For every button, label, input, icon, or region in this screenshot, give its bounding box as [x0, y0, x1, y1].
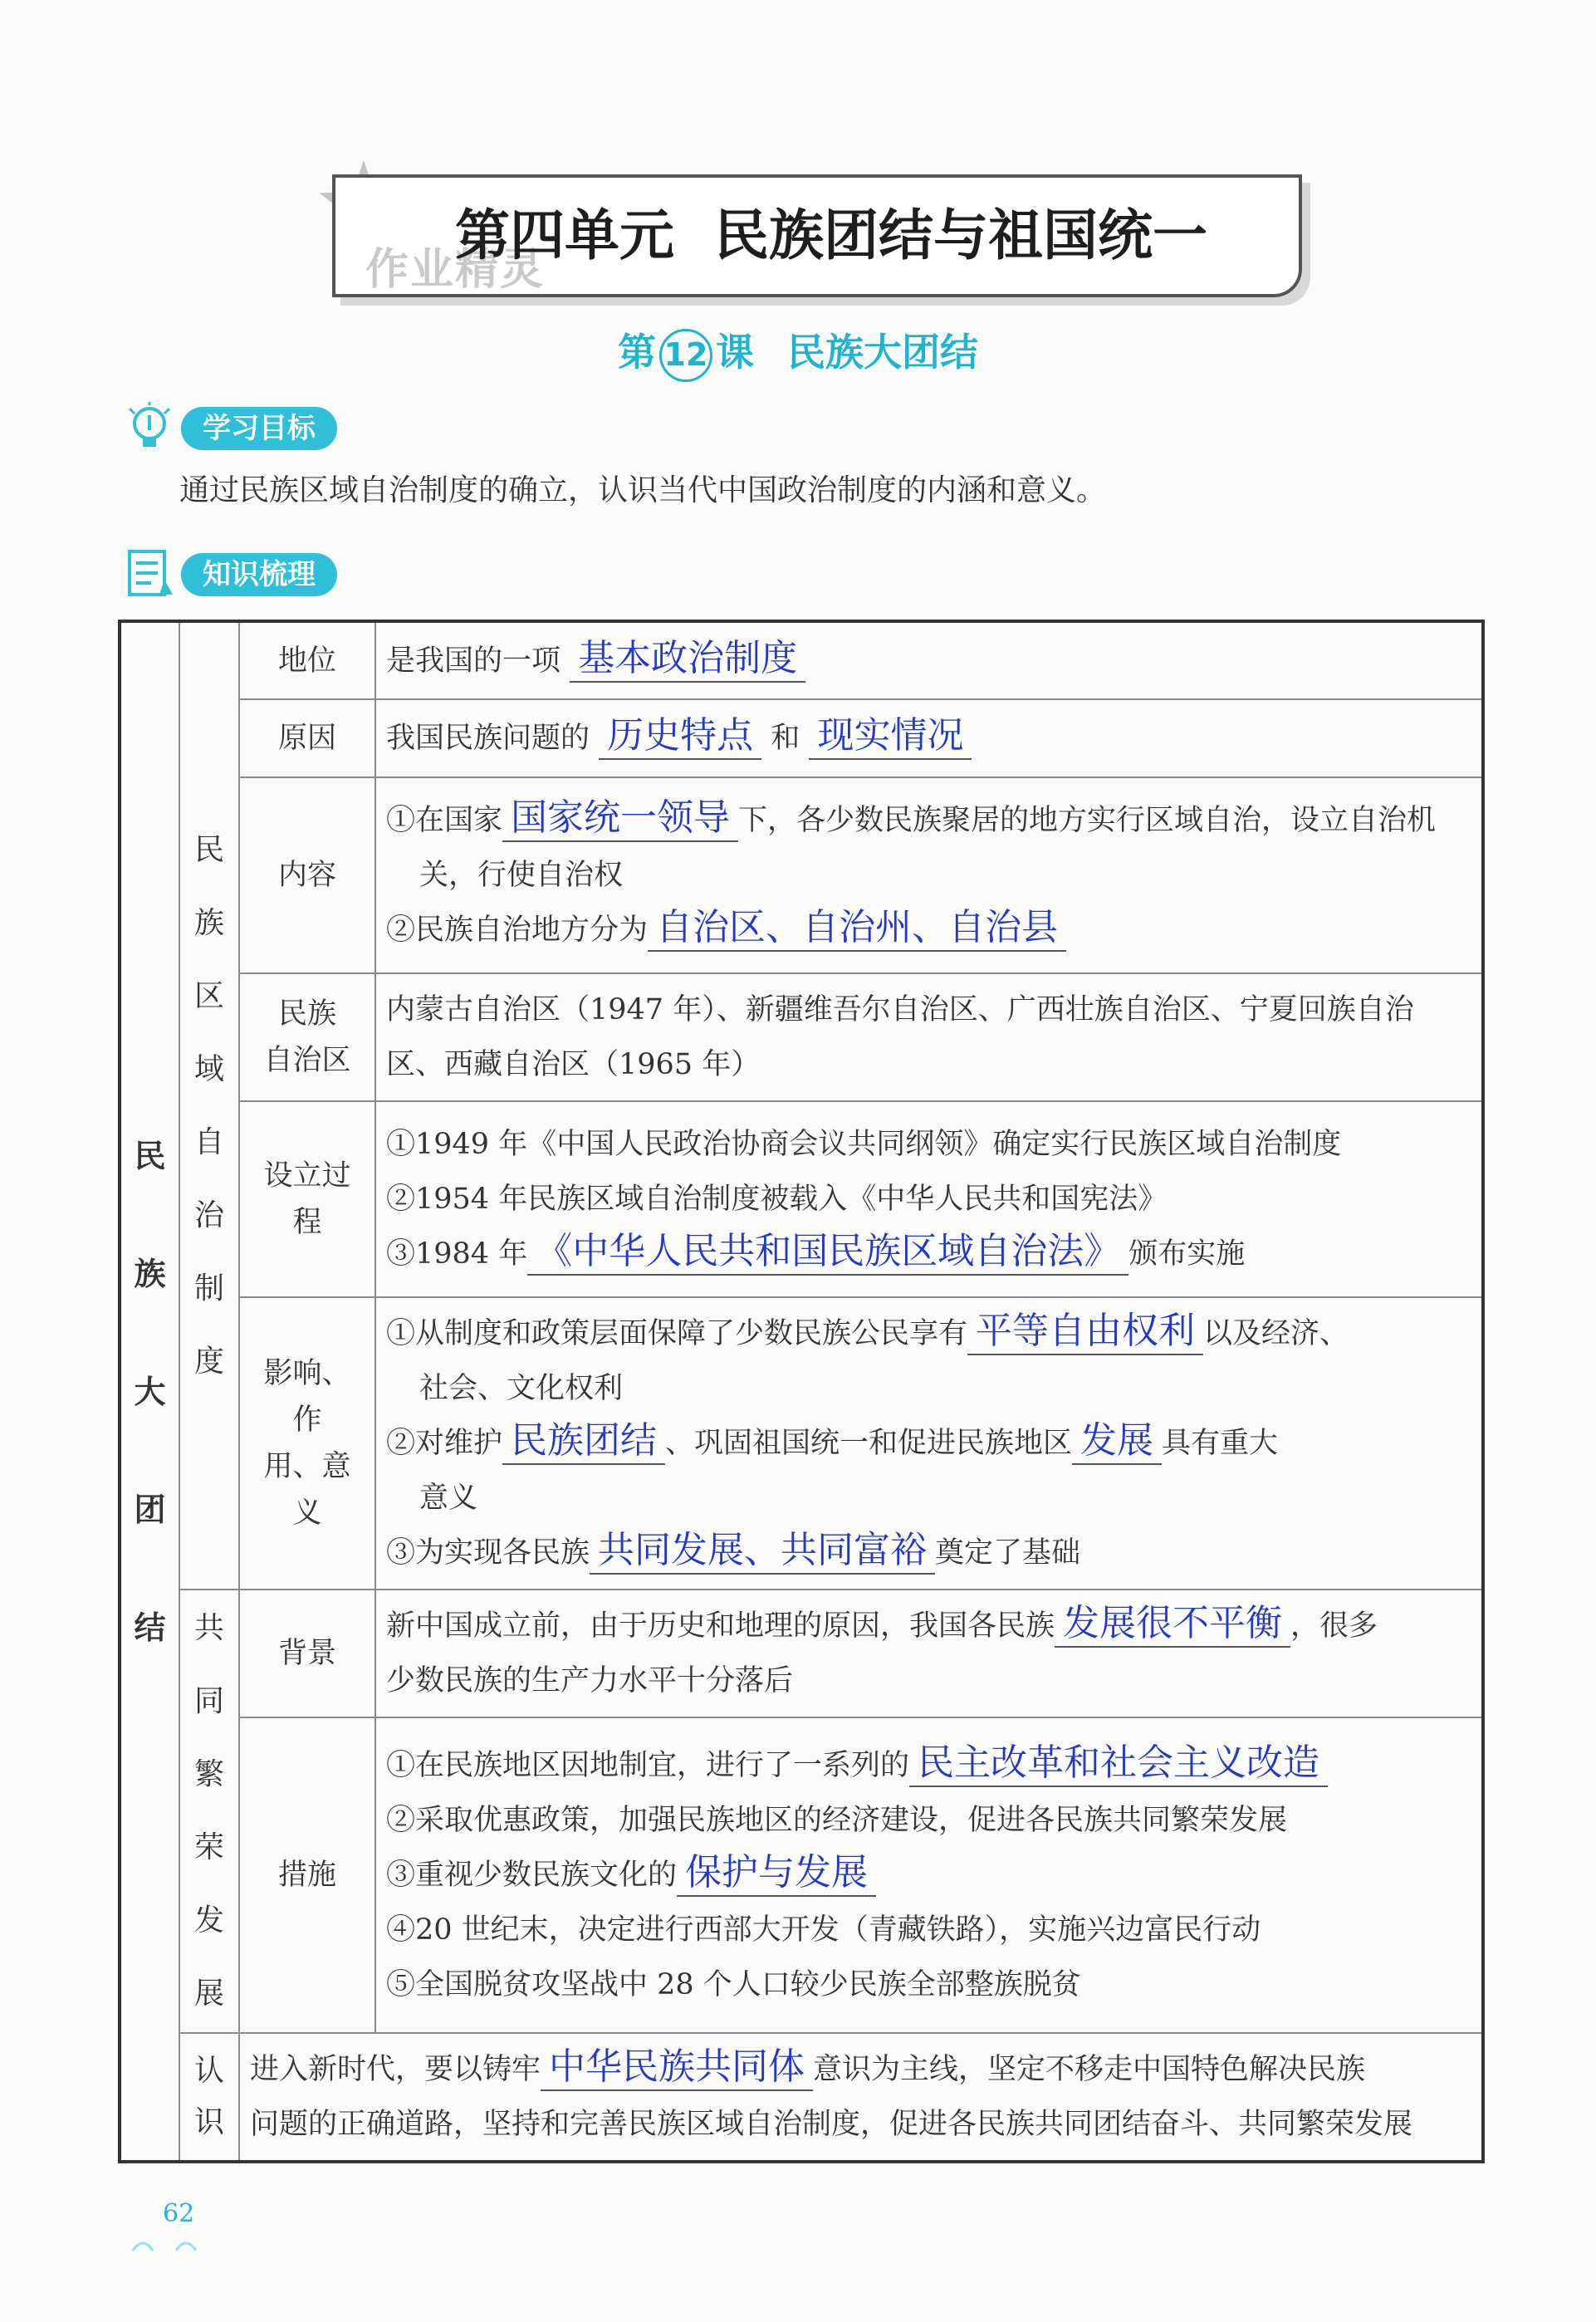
answer-measures-1: 民主改革和社会主义改造	[909, 1741, 1328, 1787]
lesson-number: 12	[659, 329, 712, 382]
label-regions: 民族 自治区	[239, 973, 375, 1101]
table-row-regions	[120, 973, 1483, 1101]
table-row-measures	[120, 1717, 1483, 2033]
table-row-process	[120, 1101, 1483, 1297]
label-process: 设立过 程	[239, 1101, 375, 1297]
table-row-recognition	[120, 2033, 1483, 2162]
content-status: 是我国的一项 基本政治制度	[375, 621, 1483, 699]
group-autonomy-vertical: 民 族 区 域 自 治 制 度	[193, 832, 224, 1379]
lesson-name: 民族大团结	[787, 330, 978, 375]
group-autonomy-cell	[179, 621, 239, 1590]
knowledge-label: 知识梳理	[181, 553, 337, 596]
table-row-background	[120, 1590, 1483, 1717]
notebook-icon	[123, 546, 176, 600]
label-content: 内容	[239, 777, 375, 973]
content-process: ①1949 年《中国人民政治协商会议共同纲领》确定实行民族区域自治制度 ②1954 年民族区域自治制度被载入《中华人民共和国宪法》 ③1984 年 《中华人民共和国民族区域自治法》 颁布实施	[375, 1101, 1483, 1297]
main-topic-vertical: 民 族 大 团 结	[134, 1136, 166, 1646]
page-number: 62	[163, 2199, 195, 2228]
main-topic-cell	[120, 621, 179, 2162]
answer-reason-1: 历史特点	[599, 713, 761, 760]
answer-status: 基本政治制度	[570, 636, 805, 683]
answer-process: 《中华人民共和国民族区域自治法》	[527, 1229, 1128, 1276]
goals-label: 学习目标	[181, 407, 337, 450]
label-background: 背景	[239, 1590, 375, 1717]
unit-number: 第四单元	[455, 203, 674, 267]
goals-text: 通过民族区域自治制度的确立，认识当代中国政治制度的内涵和意义。	[179, 473, 1107, 507]
unit-name: 民族团结与祖国统一	[714, 203, 1207, 267]
table-row-content	[120, 777, 1483, 973]
answer-measures-2: 保护与发展	[677, 1850, 876, 1897]
answer-background: 发展很不平衡	[1055, 1601, 1290, 1648]
table-row-reason	[120, 699, 1483, 777]
content-reason: 我国民族问题的 历史特点 和 现实情况	[375, 699, 1483, 777]
unit-title	[455, 191, 1207, 270]
label-status: 地位	[239, 621, 375, 699]
group-recognition-vertical: 认 识	[193, 2054, 224, 2139]
table-row-status	[120, 621, 1483, 699]
table-row-impact	[120, 1297, 1483, 1590]
group-prosperity-vertical: 共 同 繁 荣 发 展	[193, 1611, 224, 2011]
content-background: 新中国成立前，由于历史和地理的原因，我国各民族 发展很不平衡 ，很多 少数民族的生产力水平十分落后	[375, 1590, 1483, 1717]
answer-impact-2: 民族团结	[502, 1418, 665, 1465]
answer-content-2: 自治区、自治州、自治县	[648, 905, 1066, 952]
answer-impact-4: 共同发展、共同富裕	[590, 1528, 935, 1575]
knowledge-table	[118, 620, 1485, 2163]
content-measures: ①在民族地区因地制宜，进行了一系列的 民主改革和社会主义改造 ②采取优惠政策，加强民族地区的经济建设，促进各民族共同繁荣发展 ③重视少数民族文化的 保护与发展 ④20 世纪末，决定进行西部大开发（青藏铁路），实施兴边富民行动 ⑤全国脱贫攻坚战中 28 个人口较少民族全部整族脱贫	[375, 1717, 1483, 2033]
group-recognition-cell	[179, 2033, 239, 2162]
content-regions: 内蒙古自治区（1947 年）、新疆维吾尔自治区、广西壮族自治区、宁夏回族自治 区、西藏自治区（1965 年）	[375, 973, 1483, 1101]
content-content: ①在国家 国家统一领导 下，各少数民族聚居的地方实行区域自治，设立自治机 关，行使自治权 ②民族自治地方分为 自治区、自治州、自治县	[375, 777, 1483, 973]
answer-reason-2: 现实情况	[809, 713, 972, 760]
label-measures: 措施	[239, 1717, 375, 2033]
lightbulb-icon	[123, 400, 176, 453]
group-prosperity-cell	[179, 1590, 239, 2033]
label-reason: 原因	[239, 699, 375, 777]
lesson-title: 第 12 课 民族大团结	[0, 322, 1596, 382]
content-impact: ①从制度和政策层面保障了少数民族公民享有 平等自由权利 以及经济、 社会、文化权利 ②对维护 民族团结 、巩固祖国统一和促进民族地区 发展 具有重大 意义 ③为实现各民族 共同发展、共同富裕 奠定了基础	[375, 1297, 1483, 1590]
answer-recognition: 中华民族共同体	[541, 2045, 813, 2091]
answer-content-1: 国家统一领导	[502, 796, 738, 842]
unit-watermark: 作业精灵	[365, 245, 546, 295]
label-impact: 影响、作 用、意义	[239, 1297, 375, 1590]
answer-impact-3: 发展	[1072, 1418, 1162, 1465]
answer-impact-1: 平等自由权利	[967, 1309, 1203, 1355]
content-recognition: 进入新时代，要以铸牢 中华民族共同体 意识为主线，坚定不移走中国特色解决民族 问题的正确道路，坚持和完善民族区域自治制度，促进各民族共同团结奋斗、共同繁荣发展	[239, 2033, 1483, 2162]
wave-decoration-icon	[130, 2231, 221, 2256]
